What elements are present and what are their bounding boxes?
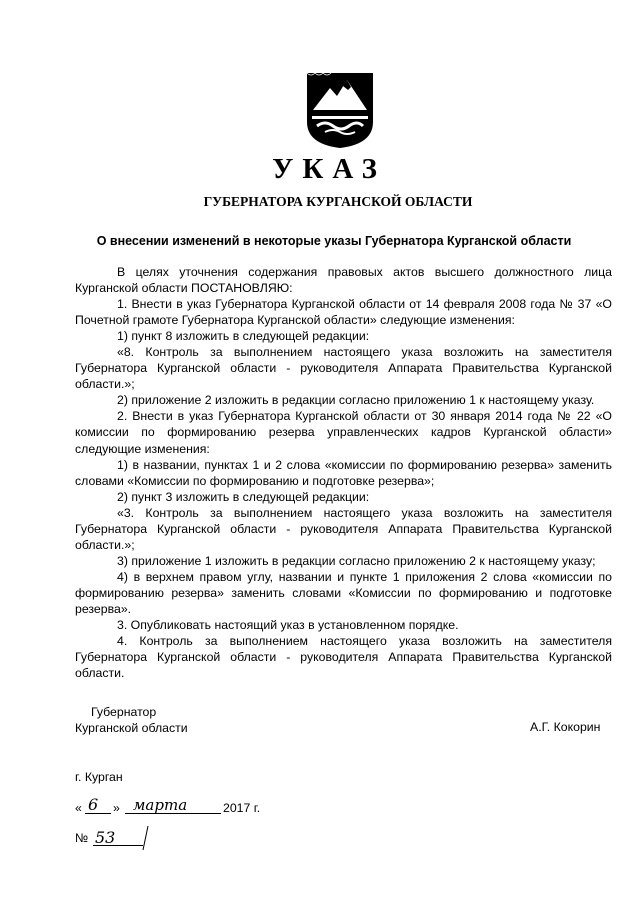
handwritten-slash-mark xyxy=(140,825,150,851)
document-title: УКАЗ xyxy=(272,153,386,185)
paragraph: 1. Внести в указ Губернатора Курганской области от 14 февраля 2008 года № 37 «О Почетной грамоте Губернатора Курганской области» следующие изменения: xyxy=(75,297,612,328)
date-month-handwritten: марта xyxy=(133,796,188,814)
city-line: г. Курган xyxy=(75,770,123,784)
document-number-line xyxy=(75,825,225,855)
document-subtitle: ГУБЕРНАТОРА КУРГАНСКОЙ ОБЛАСТИ xyxy=(203,194,473,209)
paragraph: 1) в названии, пунктах 1 и 2 слова «комиссии по формированию резерва» заменить словами «Комиссии по формированию и подготовке резерва»; xyxy=(75,457,612,488)
paragraph: «3. Контроль за выполнением настоящего указа возложить на заместителя Губернатора Курганской области - руководителя Аппарата Правительства Курганской области.»; xyxy=(75,505,612,552)
paragraph: 2. Внести в указ Губернатора Курганской области от 30 января 2014 года № 22 «О комиссии по формированию резерва управленческих кадров Курганской области» следующие изменения: xyxy=(75,409,612,456)
paragraph: «8. Контроль за выполнением настоящего указа возложить на заместителя Губернатора Курганской области - руководителя Аппарата Правительства Курганской области.»; xyxy=(75,345,612,392)
paragraph: 4. Контроль за выполнением настоящего указа возложить на заместителя Губернатора Курганской области - руководителя Аппарата Правительства Курганской области. xyxy=(75,634,612,681)
number-sign: № xyxy=(75,831,89,845)
paragraph: 1) пункт 8 изложить в следующей редакции: xyxy=(117,329,370,344)
date-line xyxy=(75,795,335,822)
signatory-position xyxy=(75,704,188,736)
date-quote-open: « xyxy=(75,801,82,815)
kurgan-coat-of-arms-icon xyxy=(305,70,375,150)
paragraph: 3. Опубликовать настоящий указ в установленном порядке. xyxy=(117,618,459,633)
paragraph: 3) приложение 1 изложить в редакции согласно приложению 2 к настоящему указу; xyxy=(117,553,596,568)
document-body xyxy=(75,264,612,681)
paragraph: 2) приложение 2 изложить в редакции согласно приложению 1 к настоящему указу. xyxy=(117,393,595,408)
paragraph: 2) пункт 3 изложить в следующей редакции: xyxy=(117,489,370,504)
date-year: 2017 г. xyxy=(223,801,261,815)
signatory-position-line1: Губернатор xyxy=(91,705,157,719)
document-number-handwritten: 53 xyxy=(95,828,116,847)
date-day-handwritten: 6 xyxy=(88,795,99,814)
document-heading: О внесении изменений в некоторые указы Губернатора Курганской области xyxy=(96,234,572,248)
date-quote-close: » xyxy=(113,801,120,815)
paragraph: В целях уточнения содержания правовых актов высшего должностного лица Курганской области ПОСТАНОВЛЯЮ: xyxy=(75,265,612,296)
signatory-name: А.Г. Кокорин xyxy=(530,720,601,734)
signatory-position-line2: Курганской области xyxy=(75,721,188,735)
paragraph: 4) в верхнем правом углу, названии и пункте 1 приложения 2 слова «комиссии по формированию резерва» заменить словами «Комиссии по формированию и подготовке резерва». xyxy=(75,569,612,616)
